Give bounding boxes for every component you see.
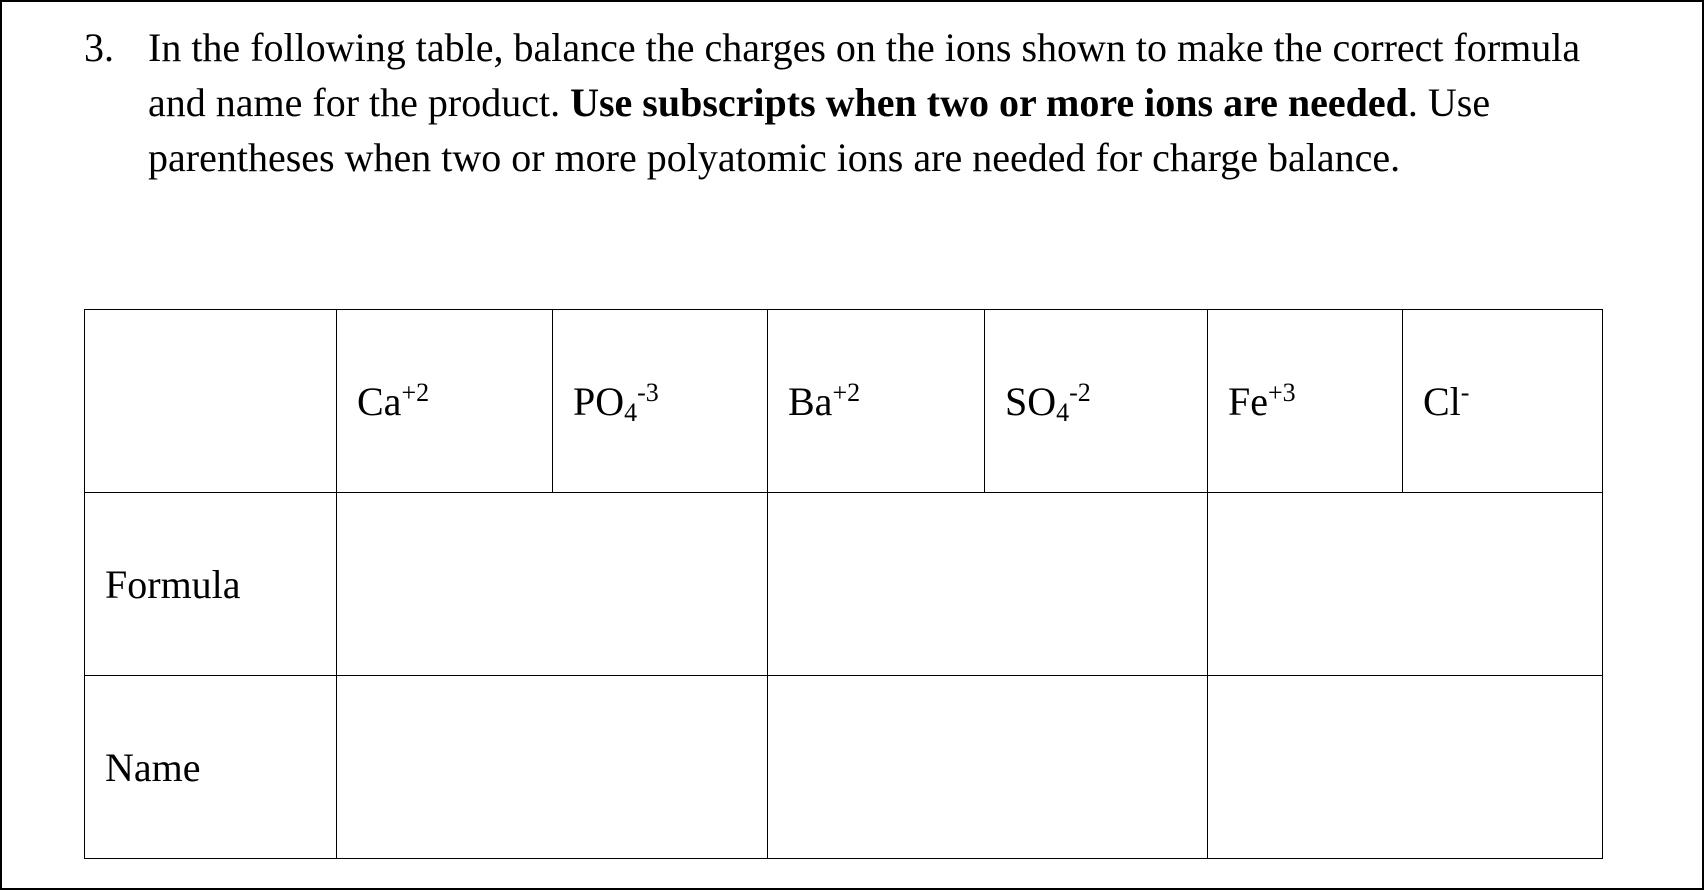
ion-chloride: Cl- [1423,377,1470,424]
ion-cell-calcium [337,310,553,493]
name-row-label: Name [85,676,337,859]
ion-cell-sulfate [985,310,1208,493]
question-text-part-2: . Use parentheses when two or more polyatomic ions are needed for charge balance. [148,80,1491,180]
ion-phosphate: $PO_4^{-3}$ [573,377,659,427]
ion-cell-phosphate [553,310,768,493]
question-text [148,20,1644,185]
question-number: 3. [84,25,114,70]
name-answer-ca-po4[interactable] [337,676,768,859]
question-text-part-1: In the following table, balance the charges on the ions shown to make the correct formula and name for the product. [148,25,1581,125]
empty-corner-cell [85,310,337,493]
ion-barium: $Ba^{+2}$ [788,377,861,424]
ion-calcium: $Ca^{+2}$ [357,377,430,424]
formula-answer-fe-cl[interactable] [1208,493,1603,676]
ion-header-row [85,310,1603,493]
ion-sulfate: $SO_4^{-2}$ [1005,377,1091,427]
ion-cell-chloride [1403,310,1603,493]
ion-cell-barium [768,310,985,493]
ion-iron: $Fe^{+3}$ [1228,377,1296,424]
name-answer-fe-cl[interactable] [1208,676,1603,859]
ion-cell-iron [1208,310,1403,493]
question-bold-instruction: Use subscripts when two or more ions are needed [570,80,1408,125]
name-row [85,676,1603,859]
formula-row [85,493,1603,676]
formula-row-label: Formula [85,493,337,676]
name-answer-ba-so4[interactable] [768,676,1208,859]
ion-table [84,309,1603,859]
formula-answer-ca-po4[interactable] [337,493,768,676]
question-block [84,20,1644,185]
formula-answer-ba-so4[interactable] [768,493,1208,676]
